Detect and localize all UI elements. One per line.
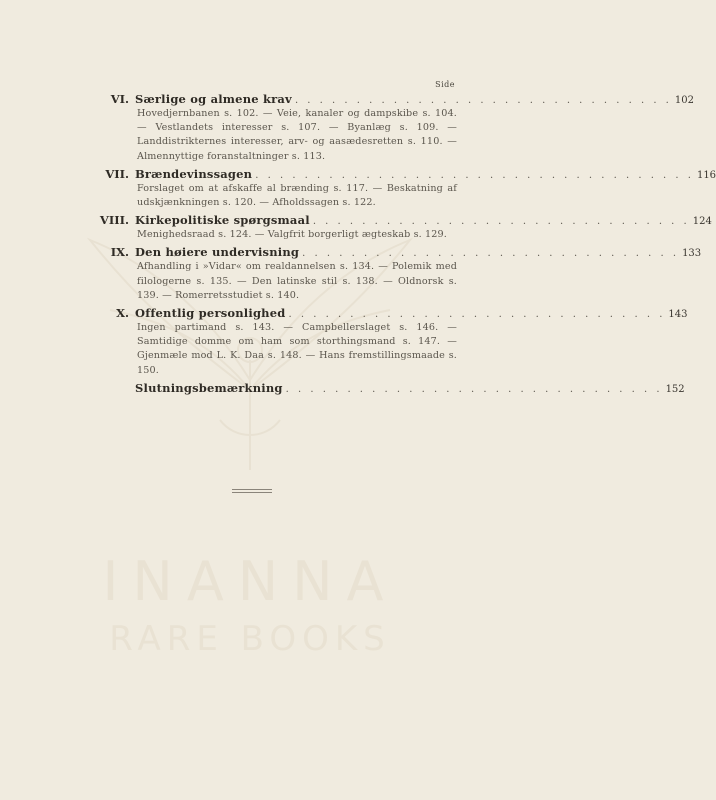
toc-entry [75, 213, 712, 242]
chapter-number: VII. [105, 166, 129, 181]
divider-rule [232, 492, 272, 493]
chapter-title: Særlige og almene krav [135, 92, 292, 106]
dot-leader: . . . . . . . . . . . . . . . . . . . . . . . . . . . . . . . [285, 383, 663, 395]
chapter-title: Den høiere undervisning [135, 245, 300, 260]
chapter-description: Menighedsraad s. 124. — Valgfrit borgerligt ægteskab s. 129. [137, 229, 448, 241]
chapter-description: Ingen partimand s. 143. — Campbellerslaget s. 146. — Samtidige domme om ham som storthingsmand s. 147. — Gjenmæle mod L. K. Daa s. 148. — Hans fremstillingsmaade s. 150. [137, 322, 457, 376]
watermark-line1: INANNA [102, 550, 398, 613]
chapter-description: Afhandling i »Vidar« om realdannelsen s. 134. — Polemik med filologerne s. 135. — Den latinske stil s. 138. — Oldnorsk s. 139. — Romerretsstudiet s. 140. [137, 261, 457, 301]
chapter-title: Kirkepolitiske spørgsmaal [135, 213, 310, 228]
chapter-page: 124 [692, 216, 712, 228]
chapter-title: Slutningsbemærkning [135, 380, 283, 395]
chapter-number: VI. [110, 92, 129, 106]
chapter-title: Brændevinssagen [135, 166, 253, 181]
toc-entry [75, 306, 688, 378]
chapter-description: Forslaget om at afskaffe al brænding s. 117. — Beskatning af udskjænkningen s. 120. — Afholdssagen s. 122. [137, 182, 457, 209]
dot-leader: . . . . . . . . . . . . . . . . . . . . . . . . . . . . . . . [288, 309, 666, 321]
dot-leader: . . . . . . . . . . . . . . . . . . . . . . . . . . . . . . . . . . . . [255, 169, 694, 181]
chapter-page: 152 [665, 383, 685, 395]
toc-entry [75, 245, 702, 303]
chapter-page: 143 [668, 309, 688, 321]
toc-entry [75, 166, 716, 210]
watermark-line2: RARE BOOKS [109, 619, 391, 659]
chapter-number: VIII. [99, 213, 129, 228]
chapter-page: 133 [682, 248, 702, 260]
dot-leader: . . . . . . . . . . . . . . . . . . . . . . . . . . . . . . . [302, 248, 680, 260]
toc-entry [75, 92, 694, 164]
dot-leader: . . . . . . . . . . . . . . . . . . . . . . . . . . . . . . . [294, 95, 672, 106]
chapter-description: Hovedjernbanen s. 102. — Veie, kanaler og dampskibe s. 104. — Vestlandets interesser s. 107. — Byanlæg s. 109. — Landdistrikternes interesser, arv- og aasædesretten s. 110. — Almennyttige foranstaltninger s. 113. [137, 108, 457, 162]
table-of-contents [75, 92, 716, 399]
chapter-title: Offentlig personlighed [135, 306, 286, 321]
dot-leader: . . . . . . . . . . . . . . . . . . . . . . . . . . . . . . . [312, 216, 690, 228]
toc-entry [75, 380, 685, 396]
chapter-page: 116 [696, 169, 716, 181]
chapter-page: 102 [674, 95, 694, 106]
page-column-label: Side [435, 80, 455, 89]
chapter-number: X. [116, 306, 129, 321]
divider-rule [232, 489, 272, 490]
chapter-number: IX. [110, 245, 129, 260]
